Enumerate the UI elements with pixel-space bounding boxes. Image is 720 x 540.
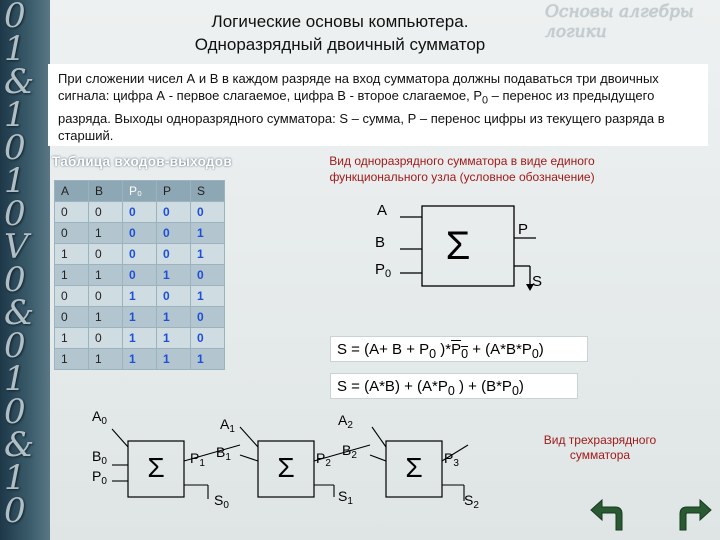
truth-table — [54, 180, 225, 370]
label-b2: $B_2$ — [342, 442, 357, 461]
formula1-c-sub: 0 — [461, 347, 469, 361]
table-cell: 1 — [123, 307, 157, 328]
formula1-a-sub: 0 — [429, 347, 437, 361]
table-cell: 1 — [55, 328, 89, 349]
label-b1: $B_1$ — [216, 444, 231, 463]
table-row — [55, 223, 225, 244]
label-s2: $S_2$ — [464, 492, 479, 511]
table-cell: 0 — [89, 328, 123, 349]
label-s1: $S_1$ — [338, 488, 353, 507]
table-cell: 0 — [191, 328, 225, 349]
label-p1: $P_1$ — [190, 450, 205, 469]
functional-unit-diagram — [360, 196, 560, 306]
sigma-symbol: Σ — [445, 224, 471, 268]
table-cell: 1 — [157, 265, 191, 286]
strip-glyph: 0 — [4, 260, 26, 300]
table-cell: 1 — [89, 265, 123, 286]
table-cell: 1 — [157, 307, 191, 328]
strip-glyph: & — [4, 425, 35, 465]
formula1-d: + (A*B*P — [468, 341, 532, 358]
strip-glyph: 1 — [4, 29, 26, 69]
table-cell: 1 — [55, 244, 89, 265]
table-row — [55, 202, 225, 223]
formula2-a-sub: 0 — [447, 384, 455, 398]
strip-glyph: 0 — [4, 194, 26, 234]
table-cell: 0 — [157, 244, 191, 265]
page-title — [160, 10, 520, 56]
label-a2: $A_2$ — [338, 412, 353, 431]
table-cell: 1 — [191, 244, 225, 265]
table-cell: 0 — [55, 286, 89, 307]
functional-unit-caption: Вид одноразрядного сумматора в виде единого функционального узла (условное обозначение) — [329, 154, 595, 184]
table-row — [55, 244, 225, 265]
label-p0: $P_0$ — [92, 468, 107, 487]
table-cell: 1 — [191, 223, 225, 244]
table-cell: 1 — [123, 328, 157, 349]
table-cell: 0 — [89, 202, 123, 223]
forward-arrow-icon[interactable] — [674, 496, 714, 536]
formula2-c: ) — [518, 378, 524, 395]
intro-text-part-2: – перенос из предыдущего разряда. Выходы одноразрядного сумматора: S – сумма, Р – перенос цифры из текущего разряда в старший. — [58, 88, 665, 143]
formula-sum-1 — [330, 336, 588, 362]
back-arrow-icon[interactable] — [588, 496, 628, 536]
strip-glyph: 1 — [4, 161, 26, 201]
formula2-b-sub: 0 — [511, 384, 519, 398]
table-cell: 0 — [123, 223, 157, 244]
title-line-1: Логические основы компьютера. — [211, 12, 469, 31]
label-a1: $A_1$ — [220, 416, 235, 435]
strip-glyph: V — [4, 227, 29, 267]
table-cell: 0 — [191, 202, 225, 223]
strip-glyph: 1 — [4, 458, 26, 498]
table-cell: 1 — [89, 349, 123, 370]
table-row — [55, 349, 225, 370]
formula-sum-2 — [330, 373, 578, 399]
table-cell: 0 — [55, 202, 89, 223]
title-line-2: Одноразрядный двоичный сумматор — [194, 35, 486, 54]
formula2-a: S = (A*B) + (A*P — [337, 378, 448, 395]
table-cell: 1 — [191, 286, 225, 307]
table-row — [55, 328, 225, 349]
table-header-cell: B — [89, 181, 123, 202]
label-a: A — [377, 202, 388, 219]
formula1-c-overline — [451, 341, 469, 361]
wire-a1 — [240, 427, 258, 447]
label-a0: $A_0$ — [92, 408, 107, 427]
formula1-b: )* — [436, 341, 452, 358]
strip-glyph: 0 — [4, 491, 26, 531]
table-cell: 0 — [89, 286, 123, 307]
table-header-cell: A — [55, 181, 89, 202]
table-cell: 0 — [191, 265, 225, 286]
table-header-cell: S — [191, 181, 225, 202]
table-row — [55, 307, 225, 328]
label-p2: $P_2$ — [316, 450, 331, 469]
table-cell: 1 — [89, 307, 123, 328]
strip-glyph: & — [4, 293, 35, 333]
decorative-strip — [0, 0, 50, 540]
label-s-out: S — [532, 273, 543, 290]
intro-text-box — [48, 64, 708, 146]
label-s0: $S_0$ — [214, 492, 229, 511]
label-b0: $B_0$ — [92, 448, 107, 467]
table-cell: 0 — [123, 265, 157, 286]
label-p0-main: P — [375, 261, 386, 278]
watermark-text: Основы алгебры логики — [545, 2, 694, 42]
table-cell: 1 — [55, 349, 89, 370]
strip-glyph: 1 — [4, 359, 26, 399]
table-cell: 1 — [89, 223, 123, 244]
table-cell: 0 — [55, 223, 89, 244]
sigma-1: Σ — [277, 452, 295, 483]
table-cell: 1 — [123, 349, 157, 370]
formula1-a: S = (A+ B + P — [337, 341, 430, 358]
table-header-cell: P₀ — [123, 181, 157, 202]
label-p3: $P_3$ — [444, 450, 459, 469]
intro-text-part-1: При сложении чисел А и В в каждом разряде на вход сумматора должны подаваться три двоичных сигнала: цифра А - первое слагаемое, цифра В - второе слагаемое, Р — [58, 71, 659, 103]
wire-b2 — [370, 455, 386, 461]
table-cell: 1 — [157, 328, 191, 349]
strip-glyph: 0 — [4, 326, 26, 366]
table-cell: 0 — [55, 307, 89, 328]
formula1-c: P — [451, 341, 462, 358]
table-cell: 0 — [89, 244, 123, 265]
strip-glyph: 0 — [4, 392, 26, 432]
table-cell: 1 — [157, 349, 191, 370]
wire-a0 — [112, 429, 128, 447]
table-cell: 1 — [123, 286, 157, 307]
table-header-cell: P — [157, 181, 191, 202]
table-cell: 1 — [55, 265, 89, 286]
label-p0 — [375, 261, 391, 280]
wire-a2 — [372, 427, 386, 447]
formula1-d-sub: 0 — [531, 347, 539, 361]
table-cell: 0 — [123, 244, 157, 265]
table-cell: 0 — [191, 307, 225, 328]
table-header-row — [55, 181, 225, 202]
table-cell: 0 — [157, 202, 191, 223]
strip-glyph: 0 — [4, 0, 26, 36]
three-bit-caption: Вид трехразрядного сумматора — [543, 433, 657, 462]
table-cell: 0 — [157, 223, 191, 244]
strip-glyph: & — [4, 62, 35, 102]
label-p0-sub: 0 — [385, 268, 392, 280]
table-cell: 1 — [191, 349, 225, 370]
intro-text-subscript: 0 — [482, 94, 489, 107]
table-row — [55, 265, 225, 286]
label-p-out: P — [518, 221, 529, 238]
three-bit-adder-diagram — [80, 405, 520, 517]
table-cell: 0 — [123, 202, 157, 223]
formula2-b: ) + (B*P — [454, 378, 512, 395]
table-row — [55, 286, 225, 307]
table-title: Таблица входов-выходов — [52, 154, 232, 169]
label-b: B — [375, 234, 386, 251]
formula1-e: ) — [538, 341, 544, 358]
sigma-2: Σ — [405, 452, 423, 483]
strip-glyph: 1 — [4, 95, 26, 135]
strip-glyph: 0 — [4, 128, 26, 168]
wire-b1 — [240, 455, 258, 461]
table-cell: 0 — [157, 286, 191, 307]
sigma-0: Σ — [147, 452, 165, 483]
